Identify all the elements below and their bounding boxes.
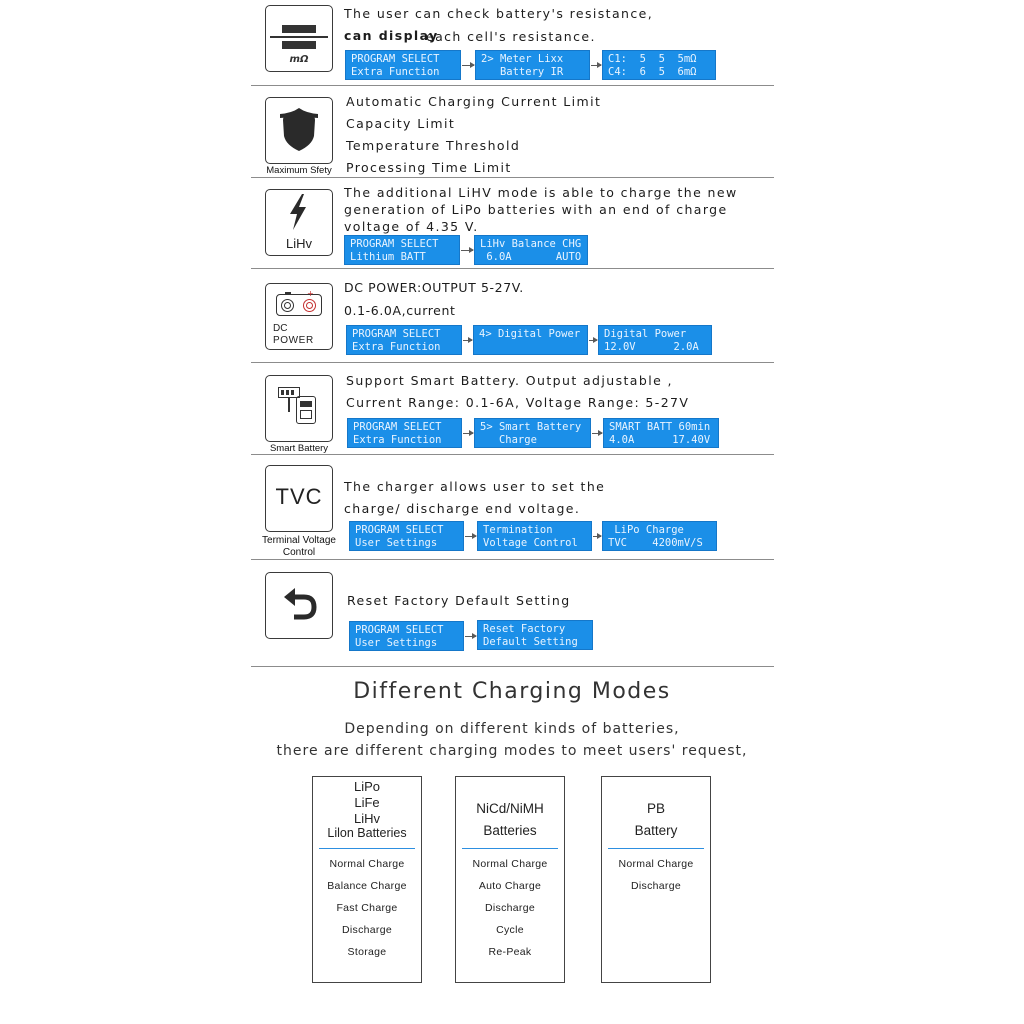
ir-line2b: each cell's resistance. [426,29,596,44]
lithium-head-1: LiPo [353,779,381,794]
pb-head-1: PB [646,801,665,816]
smart-lcd-program-select: PROGRAM SELECT Extra Function [347,418,462,448]
tvc-icon-label: TVC [275,484,323,509]
lithium-modes-box [312,776,422,983]
reset-arrow [465,636,476,637]
divider-5 [251,454,774,455]
lihv-lcd-balance: LiHv Balance CHG 6.0A AUTO [474,235,588,265]
tvc-caption-2: Control [282,547,316,558]
dc-lcd-digital-power: 4> Digital Power [473,325,588,355]
tvc-arrow-2 [593,536,601,537]
divider-4 [251,362,774,363]
dc-lcd-program-select: PROGRAM SELECT Extra Function [346,325,462,355]
lithium-head-4: Lilon Batteries [327,826,407,840]
smart-battery-caption: Smart Battery [269,443,329,454]
lihv-arrow [461,250,473,251]
nicd-mode-5: Re-Peak [488,946,532,958]
dc-arrow-2 [589,340,597,341]
safety-line-4: Processing Time Limit [346,160,512,175]
resistance-icon [265,5,333,72]
tvc-icon [265,465,333,532]
tvc-arrow-1 [465,536,476,537]
ir-line1: The user can check battery's resistance, [344,6,654,21]
tvc-lcd-values: LiPo Charge TVC 4200mV/S [602,521,717,551]
reset-lcd-program-select: PROGRAM SELECT User Settings [349,621,464,651]
pb-head-2: Battery [634,823,678,838]
tvc-lcd-program-select: PROGRAM SELECT User Settings [349,521,464,551]
tvc-lcd-termination: Termination Voltage Control [477,521,592,551]
tvc-line2: charge/ discharge end voltage. [344,501,581,516]
pb-divider [608,848,704,849]
lithium-divider [319,848,415,849]
safety-line-2: Capacity Limit [346,116,456,131]
dc-icon-label-1: DC [273,323,288,334]
nicd-mode-3: Discharge [485,902,535,914]
dc-line2: 0.1-6.0A,current [344,303,456,318]
lihv-line3: voltage of 4.35 V. [344,219,479,234]
nicd-head-1: NiCd/NiMH [476,801,544,816]
dc-line1: DC POWER:OUTPUT 5-27V. [344,280,524,295]
resistance-icon-label: mΩ [289,54,309,65]
ir-line2a: can display [344,28,439,43]
nicd-modes-box [455,776,565,983]
nicd-divider [462,848,558,849]
divider-7 [251,666,774,667]
dc-lcd-values: Digital Power 12.0V 2.0A [598,325,712,355]
lihv-line1: The additional LiHV mode is able to charge the new [344,185,738,200]
lithium-mode-4: Discharge [342,924,392,936]
nicd-mode-1: Normal Charge [472,858,548,870]
divider-1 [251,85,774,86]
dc-icon-label-2: POWER [273,335,314,346]
tvc-caption-1: Terminal Voltage [262,535,336,546]
reset-line: Reset Factory Default Setting [347,593,571,608]
lithium-mode-2: Balance Charge [327,880,407,892]
pb-mode-1: Normal Charge [618,858,694,870]
tvc-line1: The charger allows user to set the [344,479,606,494]
modes-title: Different Charging Modes [353,679,671,704]
reset-lcd-factory: Reset Factory Default Setting [477,620,593,650]
nicd-mode-2: Auto Charge [478,880,542,892]
safety-line-1: Automatic Charging Current Limit [346,94,602,109]
nicd-mode-4: Cycle [496,924,524,936]
reset-icon [265,572,333,639]
lithium-head-2: LiFe [354,795,380,810]
safety-caption: Maximum Sfety [266,165,332,176]
shield-icon [265,97,333,164]
divider-3 [251,268,774,269]
smart-arrow-1 [463,433,473,434]
smart-lcd-charge: 5> Smart Battery Charge [474,418,591,448]
ir-arrow-1 [462,65,474,66]
pb-modes-box [601,776,711,983]
lithium-mode-3: Fast Charge [336,902,398,914]
lihv-lcd-program-select: PROGRAM SELECT Lithium BATT [344,235,460,265]
nicd-head-2: Batteries [483,823,537,838]
smart-battery-icon [265,375,333,442]
smart-lcd-values: SMART BATT 60min 4.0A 17.40V [603,418,719,448]
modes-subtitle-2: there are different charging modes to meet users' request, [276,743,748,759]
dc-arrow-1 [463,340,472,341]
ir-lcd-meter: 2> Meter Lixx Battery IR [475,50,590,80]
modes-subtitle-1: Depending on different kinds of batteries, [344,721,680,737]
lithium-mode-5: Storage [347,946,387,958]
lihv-icon-label: LiHv [285,236,312,251]
ir-lcd-values: C1: 5 5 5mΩ C4: 6 5 6mΩ [602,50,716,80]
lithium-mode-1: Normal Charge [329,858,405,870]
pb-mode-2: Discharge [631,880,681,892]
lithium-head-3: LiHv [353,811,380,826]
divider-2 [251,177,774,178]
divider-6 [251,559,774,560]
lightning-icon [265,189,333,256]
ir-arrow-2 [591,65,601,66]
dc-power-icon: + DC POWER [265,283,333,350]
smart-arrow-2 [592,433,602,434]
smart-line1: Support Smart Battery. Output adjustable , [346,373,673,388]
ir-lcd-program-select: PROGRAM SELECT Extra Function [345,50,461,80]
smart-line2: Current Range: 0.1-6A, Voltage Range: 5-27V [346,395,690,410]
safety-line-3: Temperature Threshold [346,138,521,153]
lihv-line2: generation of LiPo batteries with an end of charge [344,202,728,217]
